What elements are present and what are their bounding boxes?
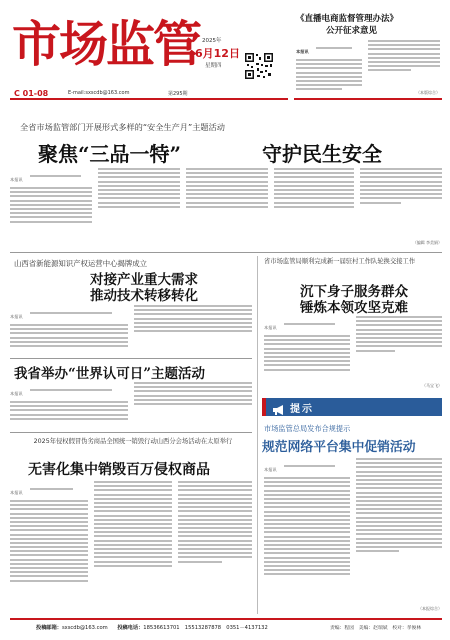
lead-col-2 <box>98 166 180 248</box>
lead-headline-right: 守护民生安全 <box>262 142 382 166</box>
footer-email-label: 投稿邮箱： <box>36 625 62 631</box>
notice-title: 《直播电商监督管理办法》 <box>296 14 399 24</box>
masthead-email: E-mail:sxscdb@163.com <box>68 90 130 96</box>
standard-col-2 <box>134 380 252 428</box>
industry-headline-2: 推动技术转移转化 <box>90 288 198 304</box>
standard-rule <box>10 432 252 433</box>
weekday: 星期四 <box>205 63 222 69</box>
industry-headline-1: 对接产业重大需求 <box>90 272 198 288</box>
consumer-col-1: 本报讯 <box>264 456 350 614</box>
tip-label: 提示 <box>290 404 314 415</box>
trademark-col-1: 本报讯 <box>10 479 88 613</box>
masthead-rule <box>10 98 288 100</box>
notice-editor: （本版综合） <box>416 90 440 95</box>
lead-headline-left: 聚焦“三品一特” <box>38 142 182 166</box>
column-divider <box>257 256 258 614</box>
notice-rule <box>294 98 442 100</box>
footer-phone-label: 投稿电话： <box>117 625 144 631</box>
edition-code: C 01-08 <box>14 89 49 98</box>
trademark-kicker <box>14 437 252 447</box>
consumer-editor: （本报综合） <box>418 606 442 611</box>
issue-number: 第295期 <box>168 91 188 97</box>
lead-col-4 <box>274 166 354 248</box>
footer-contact <box>36 624 268 631</box>
lead-col-1: 本报讯 <box>10 166 92 248</box>
date-main: 6月12日 <box>195 47 240 60</box>
industry-col-2 <box>134 303 252 355</box>
masthead-logo: 市场监管 <box>12 15 201 73</box>
date-year: 2025年 <box>202 38 222 44</box>
standard-headline: 我省举办“世界认可日”主题活动 <box>14 366 206 382</box>
trademark-headline: 无害化集中销毁百万侵权商品 <box>28 462 210 478</box>
industry-col-1: 本报讯 <box>10 303 128 355</box>
footer-email: sxscdb@163.com <box>61 625 108 631</box>
rural-kicker-text: 省市场监管局顺利完成新一届驻村工作队轮换交接工作 <box>264 258 416 265</box>
megaphone-icon <box>272 401 286 413</box>
lead-col-5 <box>360 166 442 240</box>
standard-col-1: 本报讯 <box>10 380 128 428</box>
lead-editor: （编辑 李美娟） <box>412 240 442 245</box>
rural-editor: （马宝飞） <box>422 383 442 388</box>
notice-column-1: 本报讯 <box>296 38 362 100</box>
qr-code-icon <box>244 52 274 80</box>
rural-col-2 <box>356 314 442 384</box>
consumer-headline: 规范网络平台集中促销活动 <box>262 440 416 455</box>
trademark-col-3 <box>178 479 252 613</box>
industry-rule <box>10 358 252 359</box>
lead-col-3 <box>186 166 268 248</box>
lead-kicker: 全省市场监管部门开展形式多样的“安全生产月”主题活动 <box>20 122 225 132</box>
rural-kicker <box>264 257 442 266</box>
tip-banner-box <box>262 398 442 416</box>
consumer-col-2 <box>356 456 442 606</box>
footer-phones: 18536613701 15513287878 0351－4137132 <box>143 625 268 631</box>
rural-headline-1: 沉下身子服务群众 <box>300 284 408 300</box>
lead-bottom-rule <box>10 252 442 253</box>
rural-col-1: 本报讯 <box>264 314 350 390</box>
industry-kicker: 山西省新能源知识产权运营中心揭牌成立 <box>14 259 148 268</box>
trademark-col-2 <box>94 479 172 613</box>
tip-banner-red-stripe <box>262 398 266 416</box>
consumer-kicker: 市场监管总局发布合规提示 <box>264 424 351 433</box>
rural-headline-2: 锤炼本领攻坚克难 <box>300 300 408 316</box>
footer-rule <box>10 618 442 620</box>
notice-subtitle: 公开征求意见 <box>326 26 378 36</box>
footer-editors: 责编：程园 美编：赵瑞斌 校对：孝俊林 <box>330 626 422 631</box>
trademark-kicker-text: 2025年侵权假冒伪劣商品全国统一销毁行动山西分会场活动在太原举行 <box>33 438 233 445</box>
